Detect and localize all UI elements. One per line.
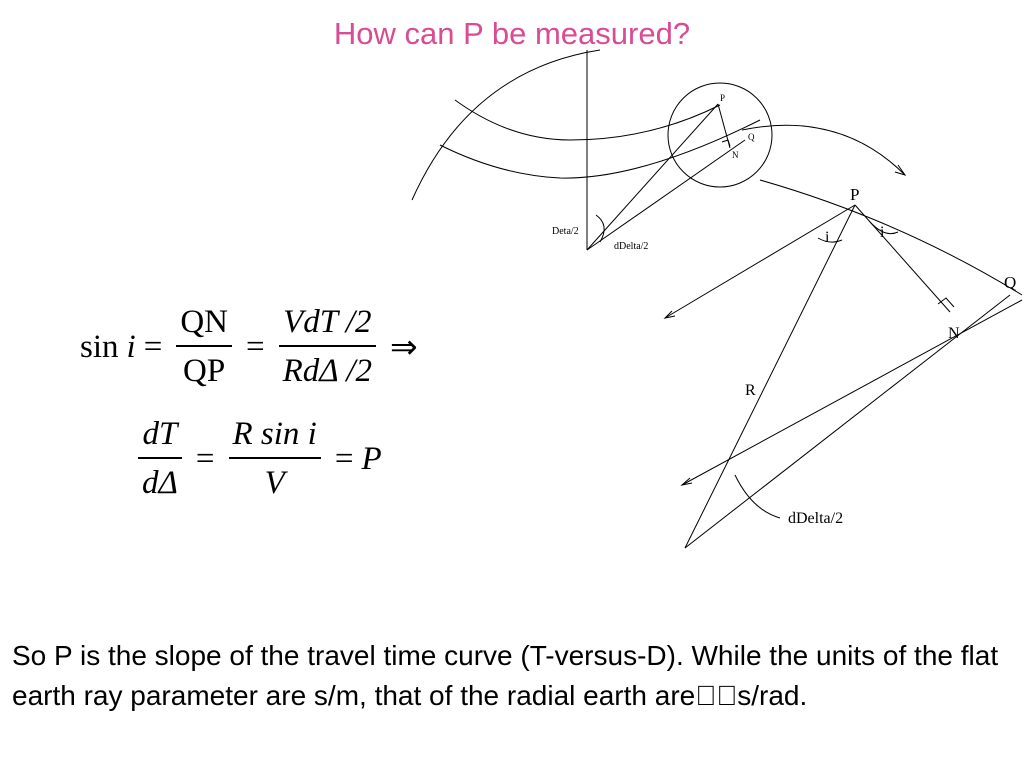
large-earth-arc [760, 180, 1022, 295]
eq2-frac1-numerator: dT [142, 416, 178, 452]
eq1-fraction-qn-qp [176, 306, 232, 388]
pn-line [855, 205, 950, 312]
equation-2 [132, 418, 382, 500]
large-label-ddelta: dDelta/2 [788, 510, 844, 527]
small-label-ddelta: dDelta/2 [614, 241, 649, 252]
body-paragraph: So P is the slope of the travel time curve (T-versus-D). While the units of the flat earth ray parameter are s/m, that of the radial earth are  s/rad. [12, 640, 999, 711]
large-label-n: N [948, 325, 960, 342]
small-label-delta: Deta/2 [552, 226, 579, 237]
eq2-fraction-rsini-v [229, 418, 321, 500]
eq2-rhs-p: P [361, 440, 382, 477]
eq1-sin: sin [80, 328, 119, 365]
eq1-frac2-numerator: VdT /2 [283, 304, 372, 340]
lower-arrowhead [682, 478, 692, 485]
large-label-p: P [850, 185, 860, 204]
large-label-r: R [745, 382, 756, 399]
slide-title: How can P be measured? [333, 16, 691, 51]
small-label-q: Q [748, 132, 755, 142]
large-label-q: Q [1004, 273, 1017, 292]
radius-line-p [685, 205, 855, 548]
eq1-frac2-denominator: RdΔ /2 [282, 353, 372, 389]
eq1-frac1-denominator: QP [183, 353, 226, 389]
eq2-frac1-denominator: dΔ [142, 465, 178, 501]
eq2-frac2-denominator: V [264, 465, 285, 501]
ddelta-arc [735, 475, 780, 518]
radius-line-q [685, 295, 1010, 548]
eq2-equals-2: = [334, 440, 354, 477]
small-ray-to-q [587, 140, 745, 250]
lower-ray [682, 300, 1022, 485]
small-label-p: P [720, 93, 726, 103]
eq2-fraction-dt-ddelta [138, 418, 182, 500]
right-angle-mark [938, 298, 954, 307]
eq1-fraction-vdt-rddelta [279, 306, 376, 388]
eq1-equals-2: = [245, 328, 265, 365]
eq2-frac2-numerator: R sin i [232, 416, 317, 452]
equation-1 [80, 306, 426, 388]
large-label-i-left: i [825, 229, 830, 246]
small-label-n: N [732, 150, 739, 160]
zoom-arrow [742, 125, 905, 175]
small-ray-to-p [587, 104, 718, 250]
eq1-var-i: i [126, 328, 136, 365]
eq1-equals-1: = [143, 328, 163, 365]
eq2-equals-1: = [195, 440, 215, 477]
ray-band-lower [440, 120, 760, 178]
eq1-frac1-numerator: QN [180, 304, 228, 340]
implies-symbol: ⇒ [389, 330, 418, 366]
large-label-i-right: i [880, 224, 885, 241]
